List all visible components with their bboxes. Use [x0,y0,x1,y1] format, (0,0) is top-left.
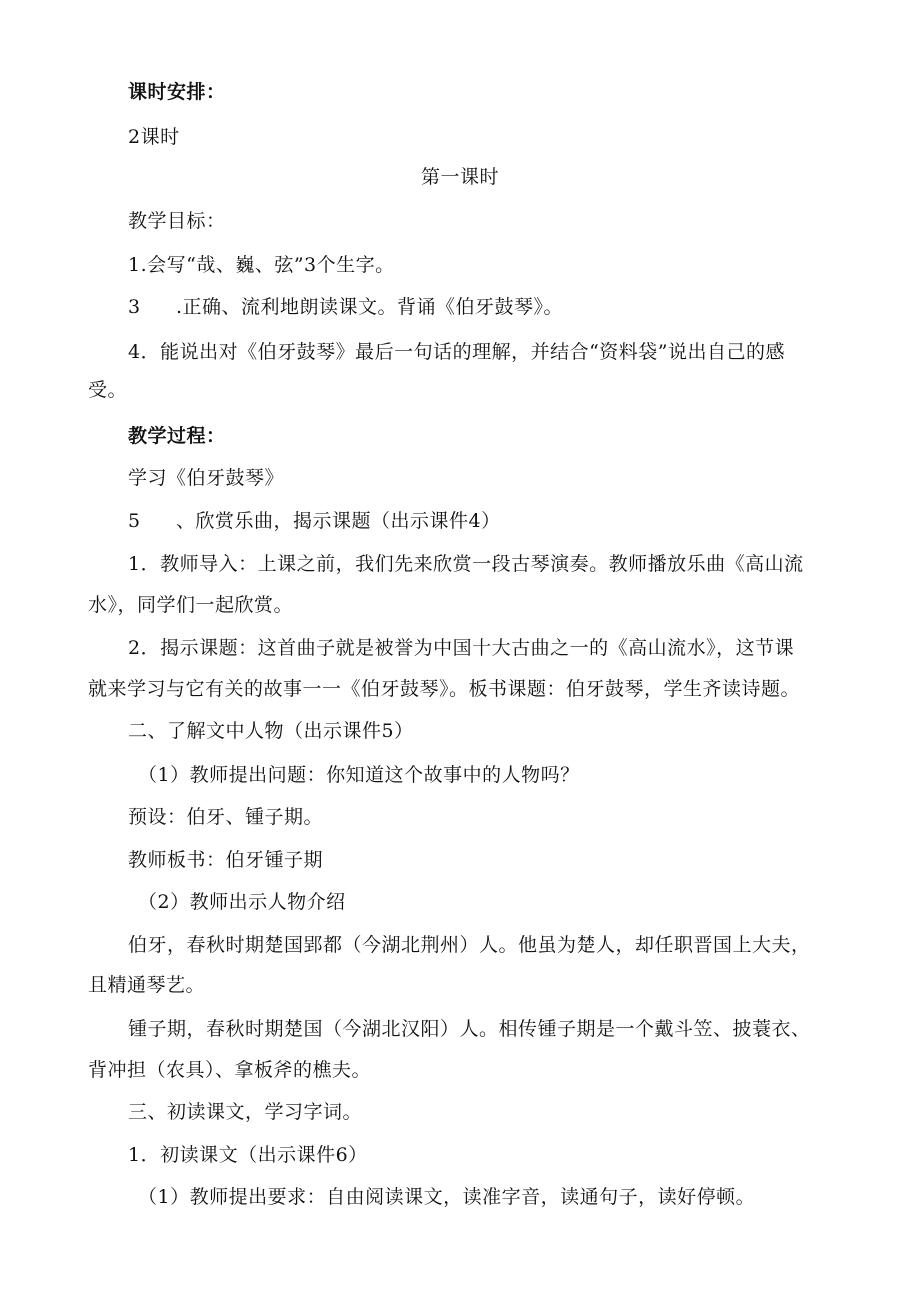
section-2-heading: 二、了解文中人物（出示课件5） [128,720,414,742]
paragraph-2-line-1: 2．揭示课题：这首曲子就是被誉为中国十大古曲之一的《高山流水》，这节课 [128,637,795,659]
process-heading: 教学过程： [128,425,226,447]
paragraph-2-line-2: 就来学习与它有关的故事一一《伯牙鼓琴》。板书课题：伯牙鼓琴，学生齐读诗题。 [88,678,801,700]
section-3-heading: 三、初读课文，学习字词。 [128,1101,363,1123]
schedule-value: 2课时 [128,126,180,148]
question-1: （1）教师提出问题：你知道这个故事中的人物吗？ [138,764,580,786]
goal-item-4-line-2: 受。 [88,379,128,401]
step-5-number: 5 [128,510,141,532]
goals-heading: 教学目标： [128,210,226,232]
read-step-1: 1．初读课文（出示课件6） [128,1144,368,1166]
boya-intro-line-2: 且精通琴艺。 [88,974,206,996]
goal-item-1: 1.会写“哉、巍、弦”3个生字。 [128,254,395,276]
goal-item-4-line-1: 4．能说出对《伯牙鼓琴》最后一句话的理解，并结合“资料袋”说出自己的感 [128,341,786,363]
paragraph-1-line-1: 1．教师导入：上课之前，我们先来欣赏一段古琴演奏。教师播放乐曲《高山流 [128,553,804,575]
lesson-title: 第一课时 [420,166,499,188]
goal-item-3-number: 3 [128,296,141,318]
goal-item-3-text: .正确、流利地朗读课文。背诵《伯牙鼓琴》。 [176,296,564,318]
step-5 [128,509,501,533]
preset-answer: 预设：伯牙、锺子期。 [128,806,324,828]
goal-item-3 [128,295,563,319]
board-writing: 教师板书：伯牙锺子期 [128,849,324,871]
schedule-heading: 课时安排： [128,81,226,103]
read-requirement-1: （1）教师提出要求：自由阅读课文，读准字音，读通句子，读好停顿。 [138,1186,756,1208]
question-2: （2）教师出示人物介绍 [138,891,346,913]
step-5-text: 、欣赏乐曲，揭示课题（出示课件4） [176,510,501,532]
zhong-intro-line-1: 锺子期，春秋时期楚国（今湖北汉阳）人。相传锺子期是一个戴斗笠、披蓑衣、 [128,1018,811,1040]
boya-intro-line-1: 伯牙，春秋时期楚国郢都（今湖北荆州）人。他虽为楚人，却任职晋国上大夫， [128,934,811,956]
zhong-intro-line-2: 背冲担（农具）、拿板斧的樵夫。 [88,1059,372,1081]
study-title: 学习《伯牙鼓琴》 [128,467,285,489]
paragraph-1-line-2: 水》，同学们一起欣赏。 [88,594,294,616]
